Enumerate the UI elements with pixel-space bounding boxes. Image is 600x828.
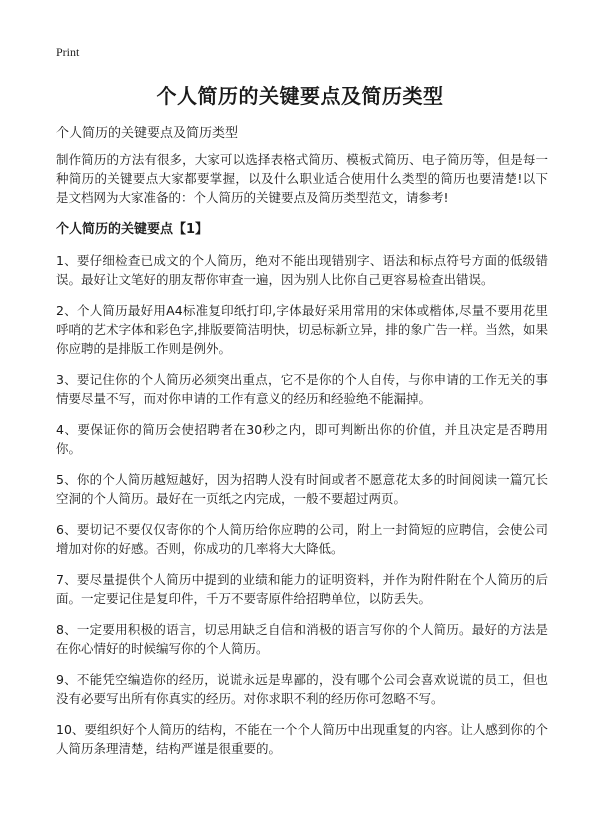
page-title: 个人简历的关键要点及简历类型 (156, 84, 444, 108)
point-paragraph-1: 1、要仔细检查已成文的个人简历，绝对不能出现错别字、语法和标点符号方面的低级错误。最好让文笔好的朋友帮你审查一遍，因为别人比你自己更容易检查出错误。 (56, 253, 548, 287)
point-paragraph-8: 8、一定要用积极的语言，切忌用缺乏自信和消极的语言写你的个人简历。最好的方法是在你心情好的时候编写你的个人简历。 (56, 622, 548, 656)
print-label: Print (56, 45, 80, 59)
point-paragraph-5: 5、你的个人简历越短越好，因为招聘人没有时间或者不愿意花太多的时间阅读一篇冗长空洞的个人简历。最好在一页纸之内完成，一般不要超过两页。 (56, 472, 548, 506)
point-paragraph-2: 2、个人简历最好用A4标准复印纸打印,字体最好采用常用的宋体或楷体,尽量不要用花里呼哨的艺术字体和彩色字,排版要简洁明快，切忌标新立异，排的象广告一样。当然，如果你应聘的是排版工作则是例外。 (56, 303, 548, 356)
point-paragraph-4: 4、要保证你的简历会使招聘者在30秒之内，即可判断出你的价值，并且决定是否聘用你。 (56, 422, 548, 456)
document-body (56, 150, 548, 770)
point-paragraph-7: 7、要尽量提供个人简历中提到的业绩和能力的证明资料，并作为附件附在个人简历的后面。一定要记住是复印件，千万不要寄原件给招聘单位，以防丢失。 (56, 572, 548, 606)
section-heading: 个人简历的关键要点【1】 (56, 222, 209, 237)
point-paragraph-3: 3、要记住你的个人简历必须突出重点，它不是你的个人自传，与你申请的工作无关的事情要尽量不写，而对你申请的工作有意义的经历和经验绝不能漏掉。 (56, 372, 548, 406)
point-paragraph-6: 6、要切记不要仅仅寄你的个人简历给你应聘的公司，附上一封简短的应聘信，会使公司增加对你的好感。否则，你成功的几率将大大降低。 (56, 522, 548, 556)
point-paragraph-9: 9、不能凭空编造你的经历，说谎永远是卑鄙的，没有哪个公司会喜欢说谎的员工，但也没有必要写出所有你真实的经历。对你求职不利的经历你可忽略不写。 (56, 672, 548, 706)
point-paragraph-10: 10、要组织好个人简历的结构，不能在一个个人简历中出现重复的内容。让人感到你的个人简历条理清楚，结构严谨是很重要的。 (56, 722, 548, 756)
intro-paragraph: 制作简历的方法有很多，大家可以选择表格式简历、模板式简历、电子简历等，但是每一种简历的关键要点大家都要掌握，以及什么职业适合使用什么类型的简历也要清楚!以下是文档网为大家准备的：个人简历的关键要点及简历类型范文，请参考! (56, 152, 548, 205)
document-subtitle: 个人简历的关键要点及简历类型 (56, 126, 239, 141)
